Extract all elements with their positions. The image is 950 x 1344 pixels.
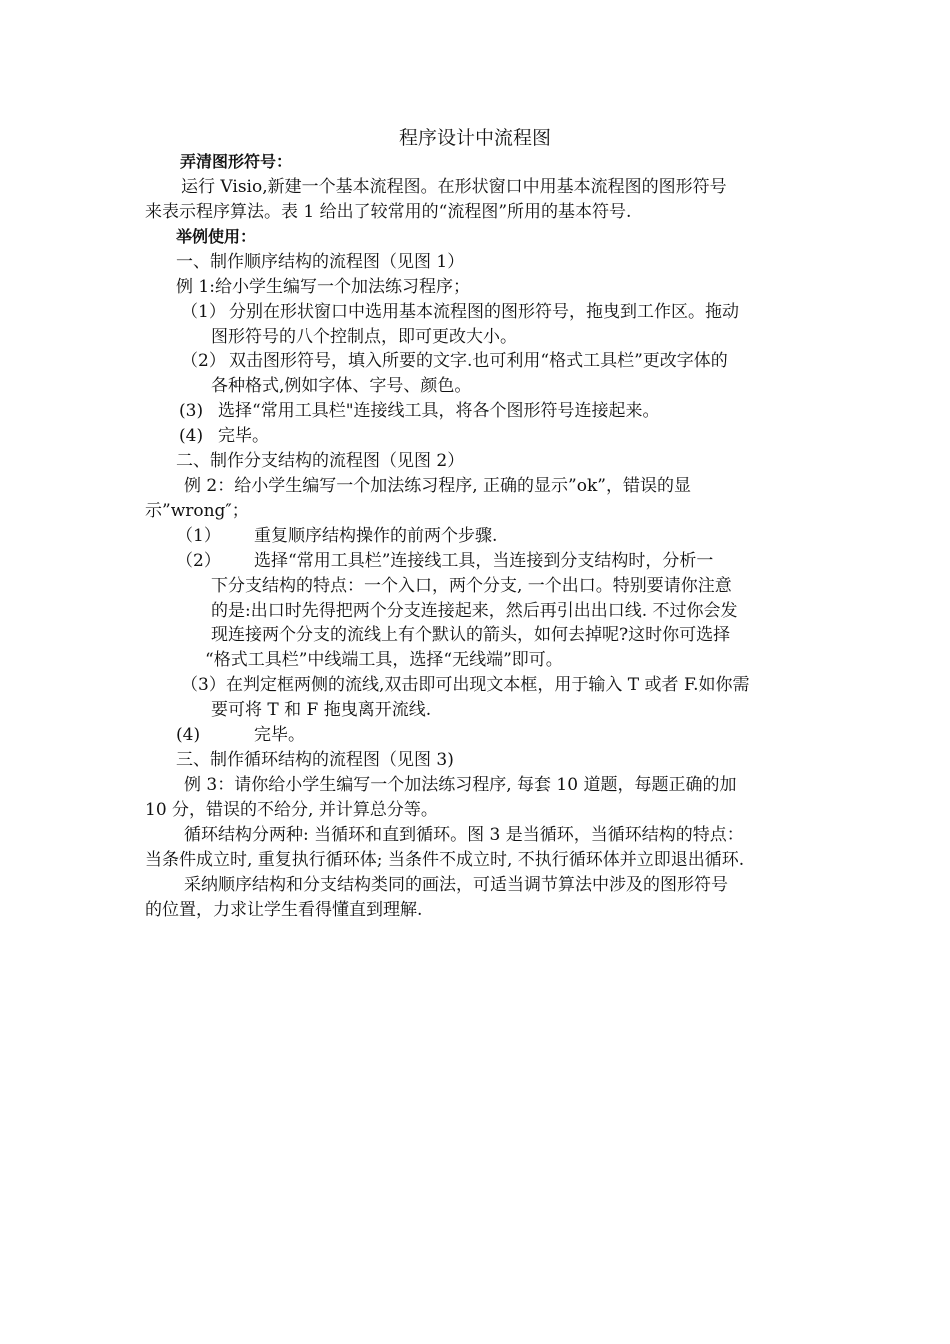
step-text: 重复顺序结构操作的前两个步骤.	[254, 526, 498, 546]
step-number: （1）	[176, 526, 221, 546]
step-text: 各种格式,例如字体、字号、颜色。	[211, 376, 472, 396]
paragraph-line: 当条件成立时, 重复执行循环体; 当条件不成立时, 不执行循环体并立即退出循环.	[145, 850, 745, 870]
step-text: 的是:出口时先得把两个分支连接起来，然后再引出出口线. 不过你会发	[211, 601, 738, 621]
step-number: （1）	[181, 302, 226, 322]
step-text: 图形符号的八个控制点，即可更改大小。	[211, 327, 517, 347]
section-heading-examples: 举例使用：	[176, 227, 257, 246]
step-text: 选择“常用工具栏”连接线工具，当连接到分支结构时，分析一	[254, 551, 714, 571]
paragraph-line: 的位置，力求让学生看得懂直到理解.	[145, 900, 423, 920]
step-number: (4)	[176, 725, 201, 745]
step-number: （3）	[181, 675, 226, 695]
step-text: 下分支结构的特点：一个入口，两个分支, 一个出口。特别要请你注意	[211, 576, 732, 596]
section-heading-symbols: 弄清图形符号：	[180, 152, 293, 171]
example-line: 例 1:给小学生编写一个加法练习程序；	[176, 277, 470, 297]
part-heading: 一、制作顺序结构的流程图（见图 1）	[176, 252, 465, 272]
step-text: 双击图形符号，填入所要的文字.也可利用“格式工具栏”更改字体的	[229, 351, 728, 371]
step-number: （2）	[181, 351, 226, 371]
step-text: 在判定框两侧的流线,双击即可出现文本框，用于输入 T 或者 F.如你需	[226, 675, 750, 695]
part-heading: 三、制作循环结构的流程图（见图 3)	[176, 750, 454, 770]
part-heading: 二、制作分支结构的流程图（见图 2）	[176, 451, 465, 471]
example-line: 10 分，错误的不给分, 并计算总分等。	[145, 800, 438, 820]
step-number: (4)	[179, 426, 204, 446]
step-text: 完毕。	[218, 426, 269, 446]
paragraph-line: 运行 Visio,新建一个基本流程图。在形状窗口中用基本流程图的图形符号	[181, 177, 727, 197]
paragraph-line: 循环结构分两种: 当循环和直到循环。图 3 是当循环，当循环结构的特点：	[184, 825, 744, 845]
step-text: 选择“常用工具栏"连接线工具，将各个图形符号连接起来。	[218, 401, 660, 421]
paragraph-line: 采纳顺序结构和分支结构类同的画法，可适当调节算法中涉及的图形符号	[184, 875, 728, 895]
step-text: 分别在形状窗口中选用基本流程图的图形符号，拖曳到工作区。拖动	[229, 302, 739, 322]
step-text: “格式工具栏”中线端工具，选择“无线端”即可。	[205, 650, 563, 670]
step-number: （2）	[176, 551, 221, 571]
example-line: 示”wrong″；	[145, 501, 249, 521]
example-line: 例 2：给小学生编写一个加法练习程序, 正确的显示”ok”，错误的显	[184, 476, 691, 496]
step-text: 现连接两个分支的流线上有个默认的箭头，如何去掉呢?这时你可选择	[211, 625, 731, 645]
step-number: (3)	[179, 401, 204, 421]
step-text: 要可将 T 和 F 拖曳离开流线.	[211, 700, 432, 720]
page-title: 程序设计中流程图	[398, 127, 551, 149]
step-text: 完毕。	[254, 725, 305, 745]
example-line: 例 3：请你给小学生编写一个加法练习程序, 每套 10 道题，每题正确的加	[184, 775, 737, 795]
paragraph-line: 来表示程序算法。表 1 给出了较常用的“流程图”所用的基本符号.	[145, 202, 632, 222]
